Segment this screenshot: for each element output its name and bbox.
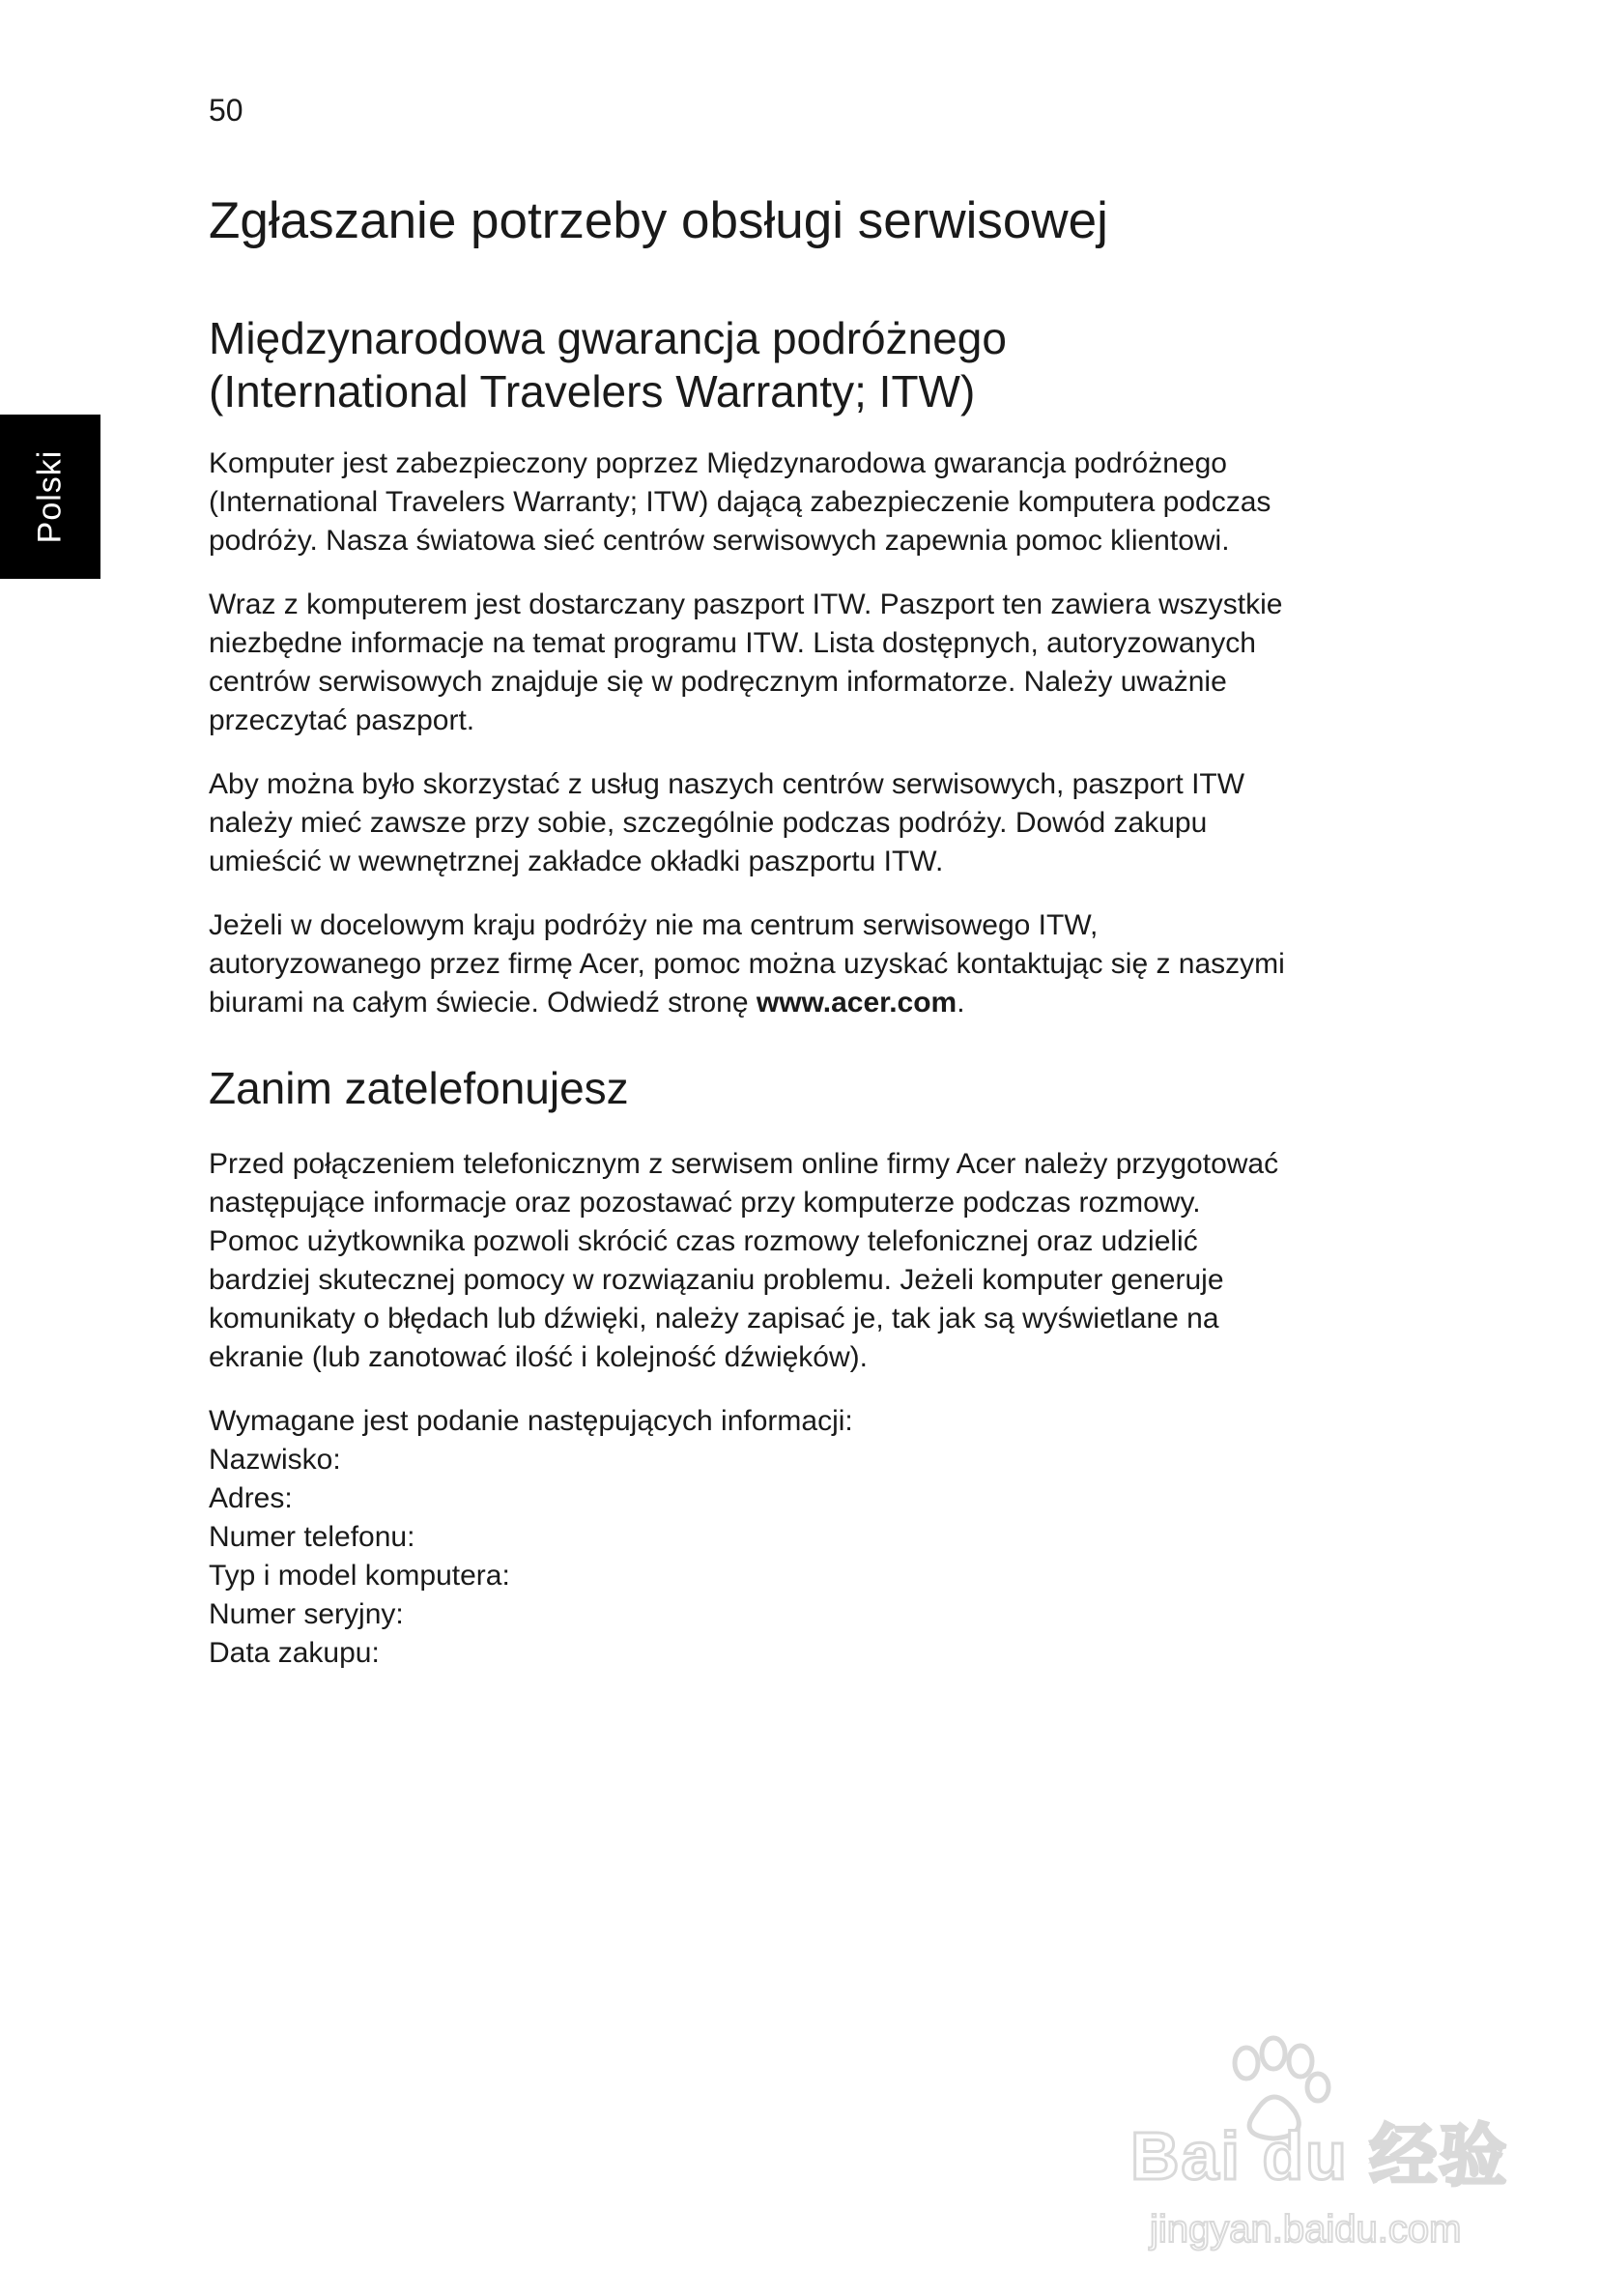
itw-heading-line1: Międzynarodowa gwarancja podróżnego bbox=[209, 313, 1007, 363]
before-call-heading: Zanim zatelefonujesz bbox=[209, 1063, 629, 1113]
required-info-list bbox=[209, 1402, 1368, 1673]
watermark-brand: Bai du 经验 bbox=[1130, 2118, 1509, 2194]
required-info-intro: Wymagane jest podanie następujących informacji: bbox=[209, 1405, 853, 1437]
itw-paragraph-3: Aby można było skorzystać z usług naszych centrów serwisowych, paszport ITW należy mieć zawsze przy sobie, szczególnie podczas podróży. Dowód zakupu umieścić w wewnętrznej zakładce okładki paszportu ITW. bbox=[209, 768, 1245, 877]
acer-website-link[interactable]: www.acer.com bbox=[756, 987, 957, 1019]
field-computer-model: Typ i model komputera: bbox=[209, 1560, 510, 1592]
itw-paragraph-4-end: . bbox=[957, 987, 965, 1019]
page-number: 50 bbox=[209, 93, 243, 128]
field-surname: Nazwisko: bbox=[209, 1444, 341, 1476]
itw-heading bbox=[209, 312, 1007, 418]
field-purchase-date: Data zakupu: bbox=[209, 1637, 380, 1669]
field-phone-number: Numer telefonu: bbox=[209, 1521, 415, 1553]
watermark-url: jingyan.baidu.com bbox=[1150, 2208, 1462, 2251]
field-address: Adres: bbox=[209, 1482, 293, 1514]
language-tab bbox=[0, 415, 100, 579]
page-title: Zgłaszanie potrzeby obsługi serwisowej bbox=[209, 192, 1108, 249]
itw-paragraph-2: Wraz z komputerem jest dostarczany paszport ITW. Paszport ten zawiera wszystkie niezbędne informacje na temat programu ITW. Lista dostępnych, autoryzowanych centrów serwisowych znajduje się w podręcznym informatorze. Należy uważnie przeczytać paszport. bbox=[209, 588, 1283, 736]
before-call-paragraph: Przed połączeniem telefonicznym z serwisem online firmy Acer należy przygotować następujące informacje oraz pozostawać przy komputerze podczas rozmowy. Pomoc użytkownika pozwoli skrócić czas rozmowy telefonicznej oraz udzielić bardziej skutecznej pomocy w rozwiązaniu problemu. Jeżeli komputer generuje komunikaty o błędach lub dźwięki, należy zapisać je, tak jak są wyświetlane na ekranie (lub zanotować ilość i kolejność dźwięków). bbox=[209, 1148, 1279, 1373]
itw-paragraph-4-text: Jeżeli w docelowym kraju podróży nie ma centrum serwisowego ITW, autoryzowanego przez firmę Acer, pomoc można uzyskać kontaktując się z naszymi biurami na całym świecie. Odwiedź stronę bbox=[209, 909, 1285, 1019]
before-call-body bbox=[209, 1145, 1368, 1673]
itw-section-body bbox=[209, 445, 1368, 1048]
language-tab-label: Polski bbox=[31, 449, 69, 544]
itw-paragraph-4 bbox=[209, 906, 1368, 1022]
itw-paragraph-1: Komputer jest zabezpieczony poprzez Międzynarodowa gwarancja podróżnego (International Travelers Warranty; ITW) dającą zabezpieczenie komputera podczas podróży. Nasza światowa sieć centrów serwisowych zapewnia pomoc klientowi. bbox=[209, 447, 1271, 557]
baidu-watermark bbox=[1111, 2034, 1517, 2266]
itw-heading-line2: (International Travelers Warranty; ITW) bbox=[209, 366, 976, 416]
field-serial-number: Numer seryjny: bbox=[209, 1598, 404, 1630]
